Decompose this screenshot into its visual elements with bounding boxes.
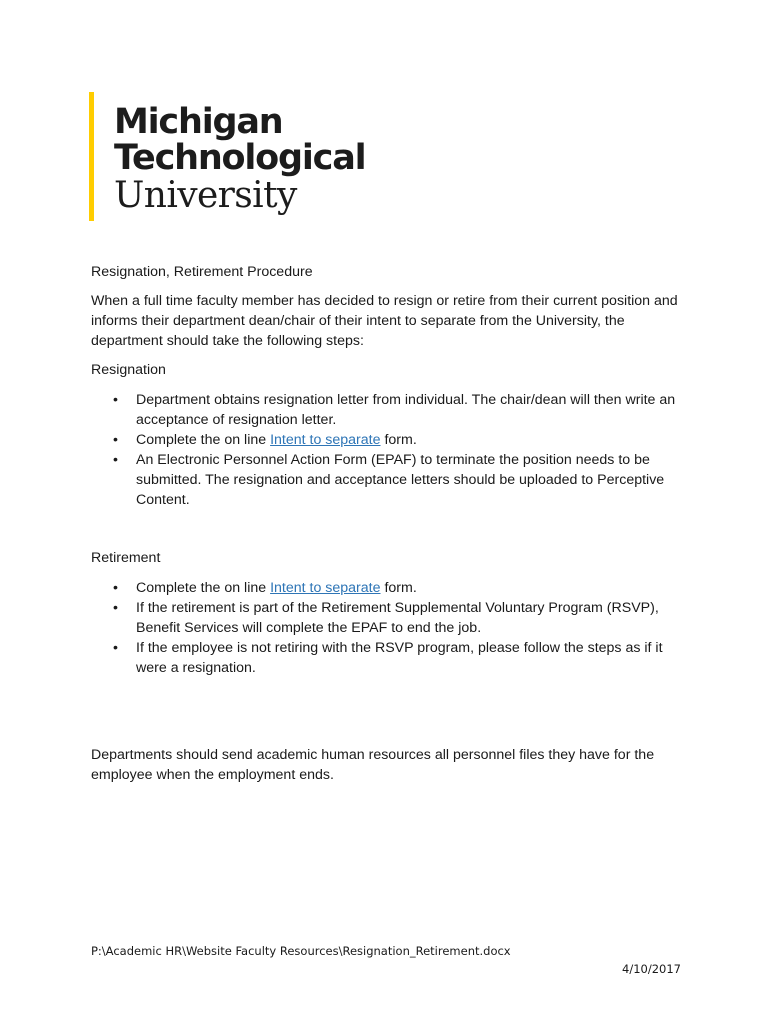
retirement-step-1-text-before: Complete the on line (136, 580, 271, 596)
intro-paragraph: When a full time faculty member has decided to resign or retire from their current position and informs their department dean/chair of their intent to separate from the University, the department should take the following steps: (91, 293, 678, 349)
retirement-step-2 (91, 598, 691, 638)
resignation-step-2-text-before: Complete the on line (136, 432, 271, 448)
retirement-step-3-text: If the employee is not retiring with the RSVP program, please follow the steps as if it were a resignation. (136, 640, 663, 676)
retirement-step-3 (91, 638, 691, 678)
logo-line-technological: Technological (114, 138, 366, 178)
resignation-step-2 (91, 430, 691, 450)
resignation-step-1-text: Department obtains resignation letter from individual. The chair/dean will then write an acceptance of resignation letter. (136, 392, 676, 428)
resignation-step-1 (91, 390, 691, 430)
resignation-step-3-text: An Electronic Personnel Action Form (EPAF) to terminate the position needs to be submitted. The resignation and acceptance letters should be uploaded to Perceptive Content. (136, 452, 665, 508)
retirement-step-1 (91, 578, 691, 598)
logo-line-university: University (114, 175, 297, 216)
retirement-step-1-text-after: form. (380, 580, 417, 596)
retirement-heading: Retirement (91, 550, 161, 566)
intent-to-separate-link[interactable]: Intent to separate (270, 580, 381, 596)
university-logo (89, 92, 389, 222)
document-title: Resignation, Retirement Procedure (91, 264, 313, 280)
document-body (91, 262, 691, 785)
resignation-step-2-text-after: form. (380, 432, 417, 448)
logo-line-michigan: Michigan (114, 102, 283, 142)
resignation-step-3 (91, 450, 691, 510)
closing-paragraph: Departments should send academic human resources all personnel files they have for the employee when the employment ends. (91, 747, 655, 783)
retirement-step-2-text: If the retirement is part of the Retirement Supplemental Voluntary Program (RSVP), Benefit Services will complete the EPAF to end the job. (136, 600, 659, 636)
resignation-heading: Resignation (91, 362, 166, 378)
footer-file-path: P:\Academic HR\Website Faculty Resources\Resignation_Retirement.docx (91, 944, 511, 958)
logo-accent-bar (89, 92, 94, 221)
intent-to-separate-link[interactable]: Intent to separate (270, 432, 381, 448)
footer-date: 4/10/2017 (622, 962, 681, 976)
retirement-steps-list (91, 578, 691, 678)
resignation-steps-list (91, 390, 691, 510)
